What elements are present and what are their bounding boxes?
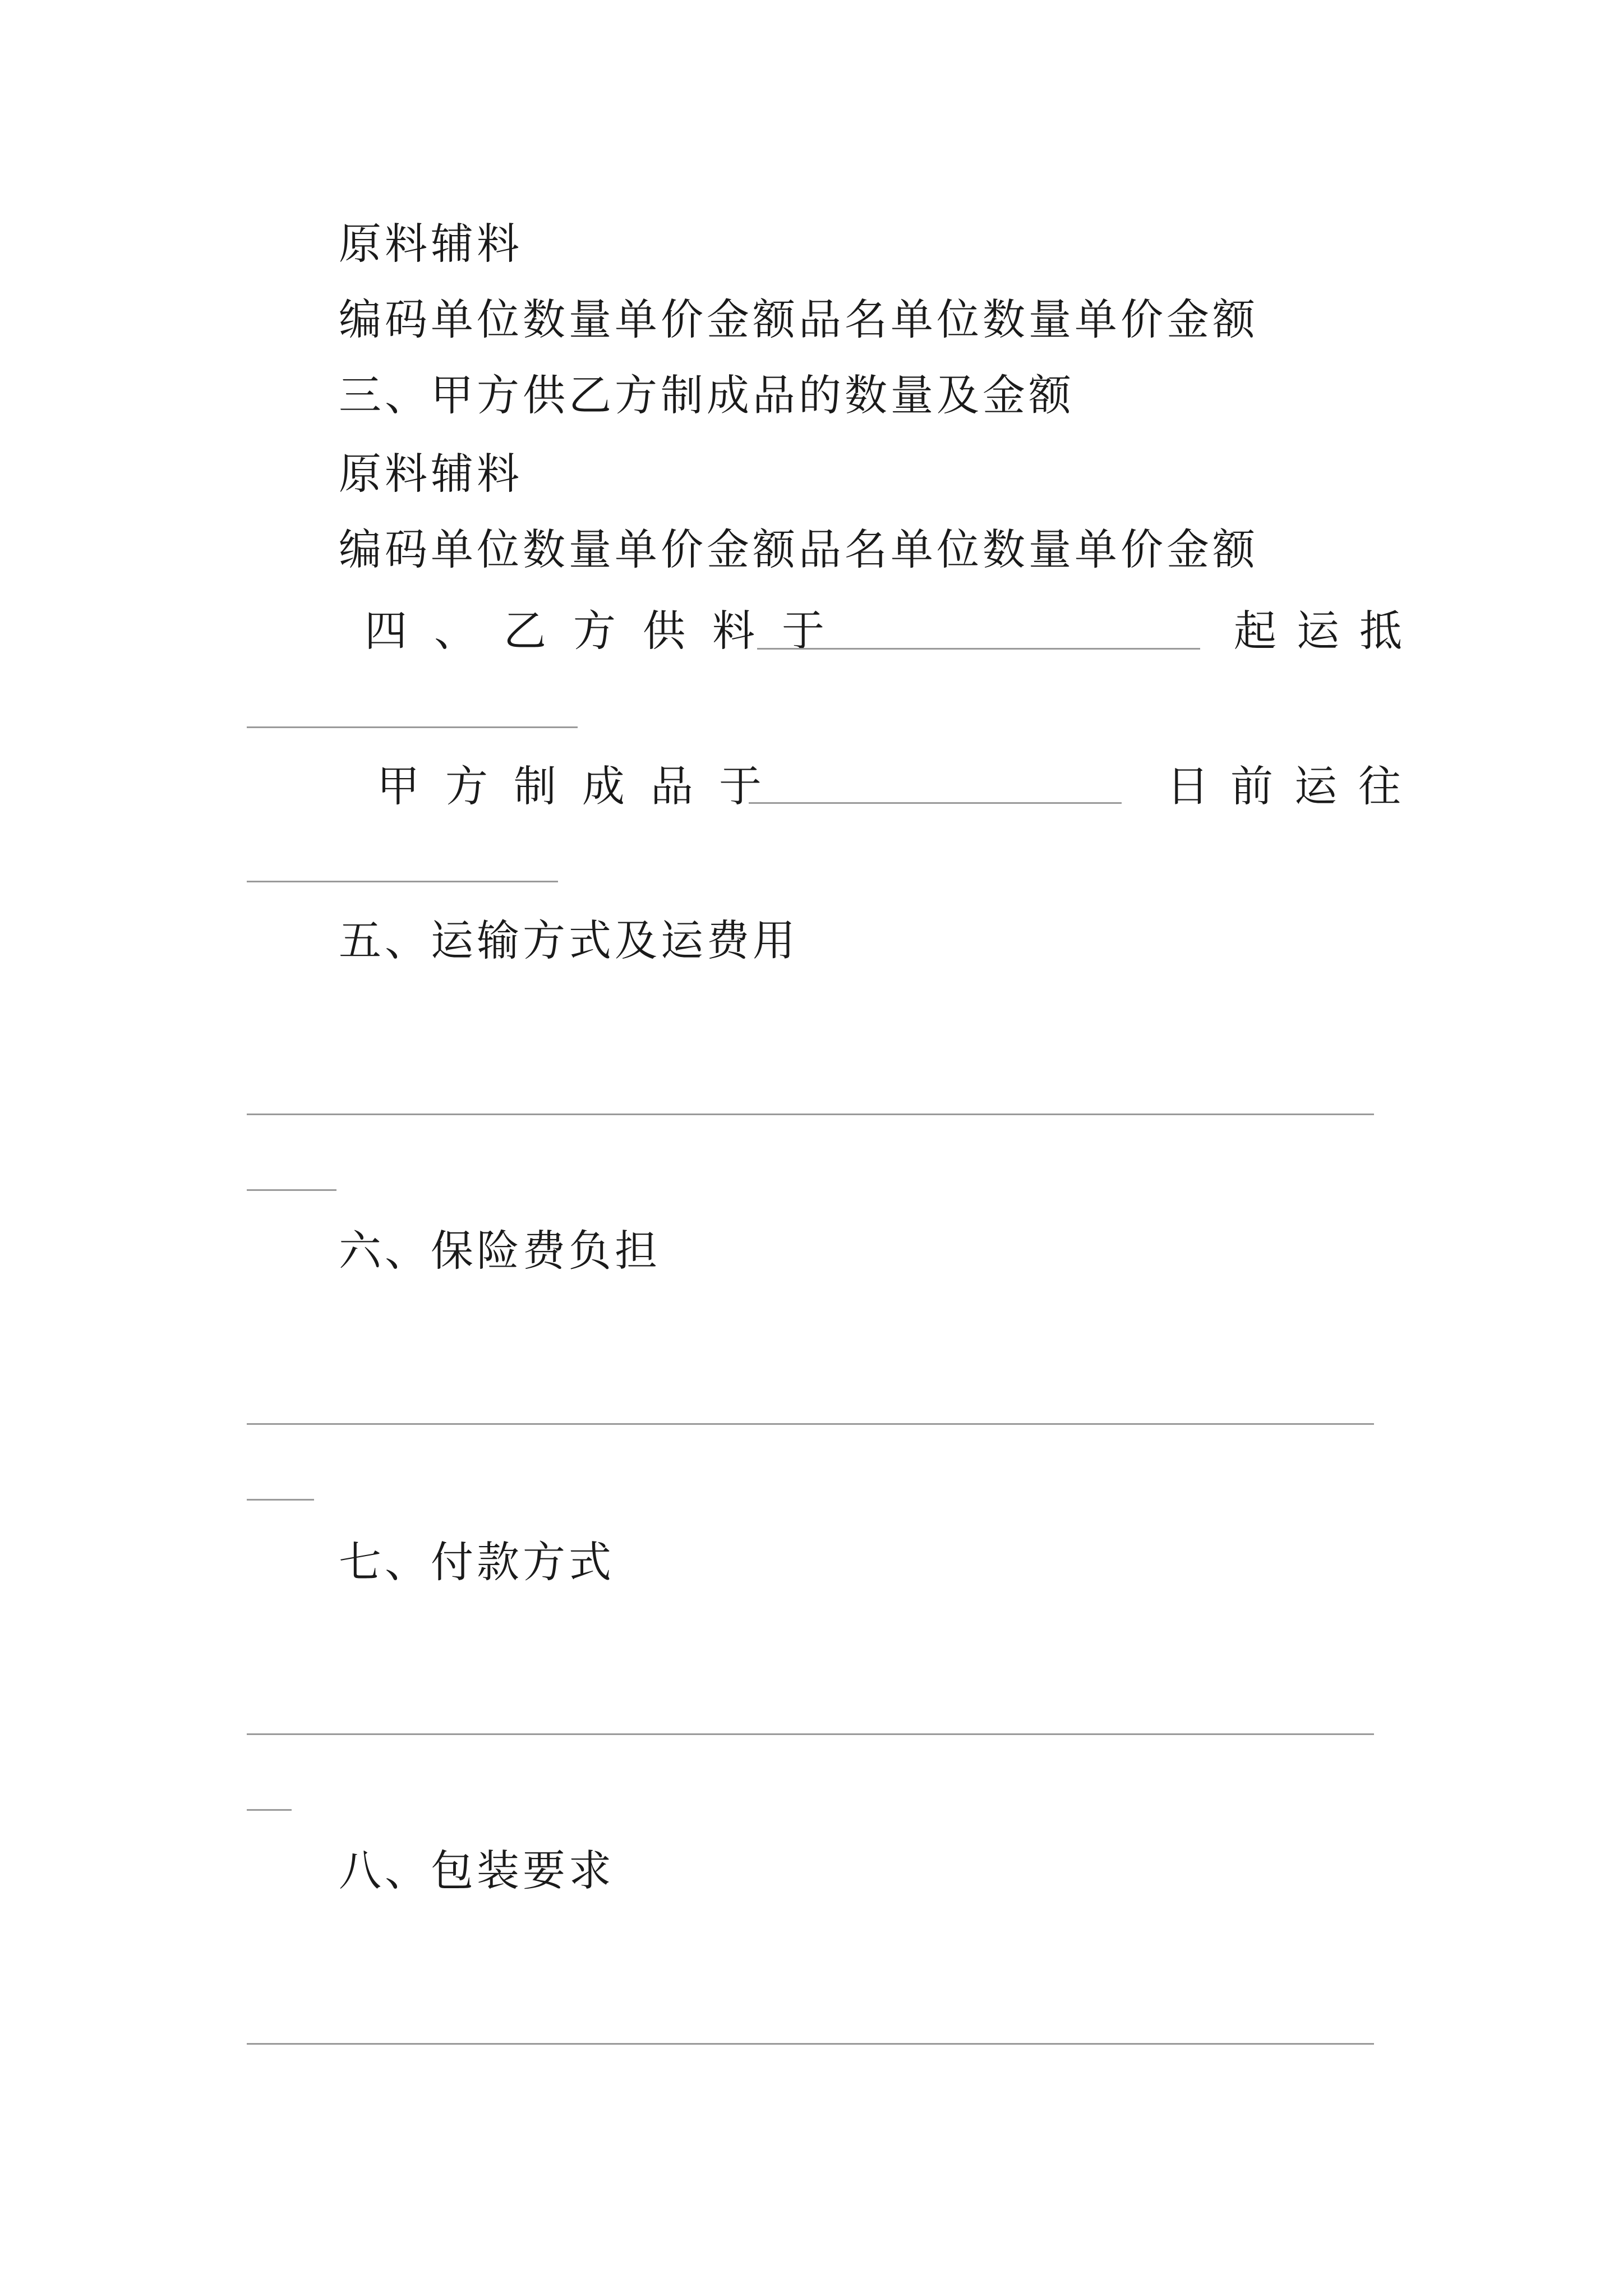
blank-destination[interactable] (247, 726, 578, 728)
section-4-suffix (1234, 603, 1422, 659)
made-products-prefix (377, 758, 787, 815)
blank-payment-2[interactable] (247, 1809, 292, 1811)
blank-delivery-date[interactable] (749, 802, 1122, 804)
blank-insurance-2[interactable] (247, 1499, 314, 1501)
blank-payment-1[interactable] (247, 1733, 1374, 1735)
section-4-prefix-text: 四、乙方供料于 (365, 606, 851, 656)
blank-packaging-1[interactable] (247, 2043, 1374, 2045)
section-4-prefix (365, 603, 851, 659)
section-4-suffix-text: 起运抵 (1234, 606, 1422, 656)
text-column-headers-2: 编码单位数量单价金额品名单位数量单价金额 (339, 524, 1258, 574)
blank-transport-1[interactable] (247, 1114, 1374, 1115)
blank-insurance-1[interactable] (247, 1423, 1374, 1425)
section-3-title: 三、甲方供乙方制成品的数量及金额 (339, 370, 1075, 420)
section-8-title: 八、包装要求 (339, 1846, 615, 1895)
section-6-title: 六、保险费负担 (339, 1226, 661, 1276)
made-products-suffix (1166, 758, 1422, 815)
blank-delivery-place[interactable] (247, 881, 558, 882)
text-raw-aux-materials-1: 原料辅料 (339, 219, 523, 269)
blank-supply-date[interactable] (757, 648, 1200, 650)
text-column-headers-1: 编码单位数量单价金额品名单位数量单价金额 (339, 295, 1258, 344)
section-5-title: 五、运输方式及运费用 (339, 915, 799, 965)
made-products-suffix-text: 日前运往 (1166, 761, 1422, 811)
blank-transport-2[interactable] (247, 1189, 336, 1191)
section-7-title: 七、付款方式 (339, 1537, 615, 1587)
made-products-prefix-text: 甲方制成品于 (377, 761, 787, 811)
text-raw-aux-materials-2: 原料辅料 (339, 449, 523, 499)
